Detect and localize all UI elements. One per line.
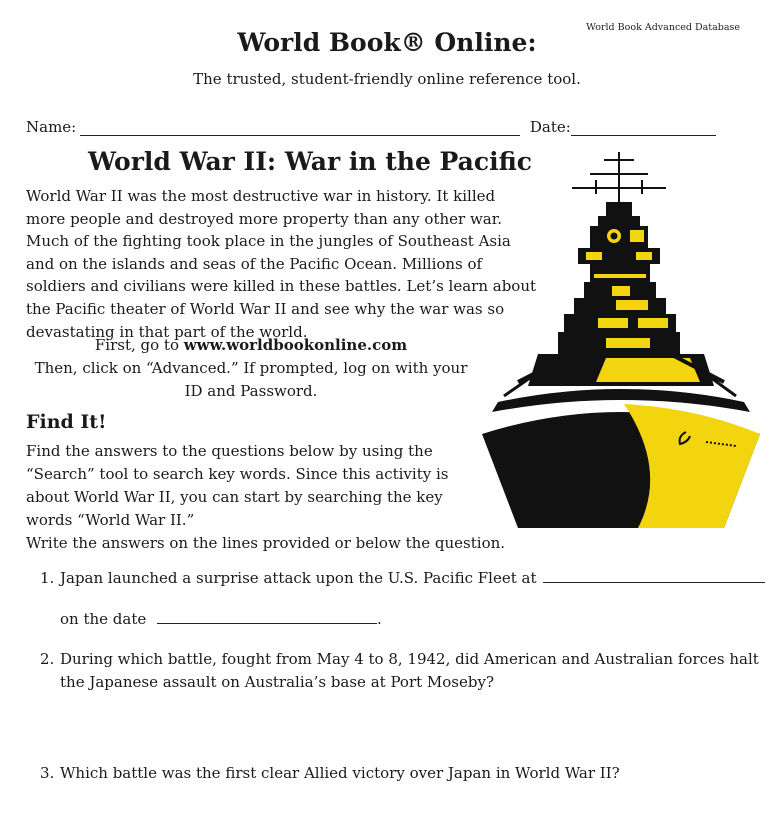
question-text: Japan launched a surprise attack upon the U.S. Pacific Fleet at [60,569,537,587]
answer-line-location[interactable] [543,567,765,583]
question-1-date [60,608,382,631]
goto-prefix: First, go to [94,336,184,354]
question-number: 1. [40,569,55,587]
question-text: During which battle, fought from May 4 to 8, 1942, did American and Australian forces halt the Japanese assault on Australia’s base at Port Moseby? [60,650,759,691]
answer-line-date[interactable] [157,608,377,624]
goto-rest: Then, click on “Advanced.” If prompted, log on with your ID and Password. [34,359,468,400]
page-title: World Book® Online: [237,28,537,57]
website-link[interactable]: www.worldbookonline.com [183,336,408,354]
name-label: Name: [26,118,77,136]
name-date-row [26,118,716,136]
date-label: Date: [529,118,571,136]
date-line[interactable] [571,120,716,136]
question-text-cont: on the date [60,610,147,628]
page-subtitle: The trusted, student-friendly online reference tool. [193,70,581,88]
find-it-text: Find the answers to the questions below by using the “Search” tool to search key words. Since this activity is about World War II, you can start by searching the key words “World War II.” [26,442,449,529]
battleship-illustration [478,150,764,532]
question-number: 3. [40,764,55,782]
hull-icon [482,404,760,528]
question-number: 2. [40,650,55,668]
question-1 [40,567,765,590]
name-line[interactable] [80,120,520,136]
mast-icon [572,152,666,210]
article-intro: World War II was the most destructive war in history. It killed more people and destroyed more property than any other war. Much of the fighting took place in the jungles of Southeast Asia and on the islands and seas of the Pacific Ocean. Millions of soldiers and civilians were killed in these battles. Let’s learn about the Pacific theater of World War II and see why the war was so devastating in that part of the world. [26,187,537,341]
superstructure-icon [558,202,680,354]
question-text: Which battle was the first clear Allied victory over Japan in World War II? [60,764,620,782]
database-label: World Book Advanced Database [586,22,740,33]
question-2 [40,648,772,694]
article-heading: World War II: War in the Pacific [88,147,532,176]
find-it-heading: Find It! [26,411,107,433]
question-3 [40,762,620,785]
write-answers-text: Write the answers on the lines provided or below the question. [26,534,506,552]
instructions [26,334,476,403]
question-end: . [377,610,382,628]
